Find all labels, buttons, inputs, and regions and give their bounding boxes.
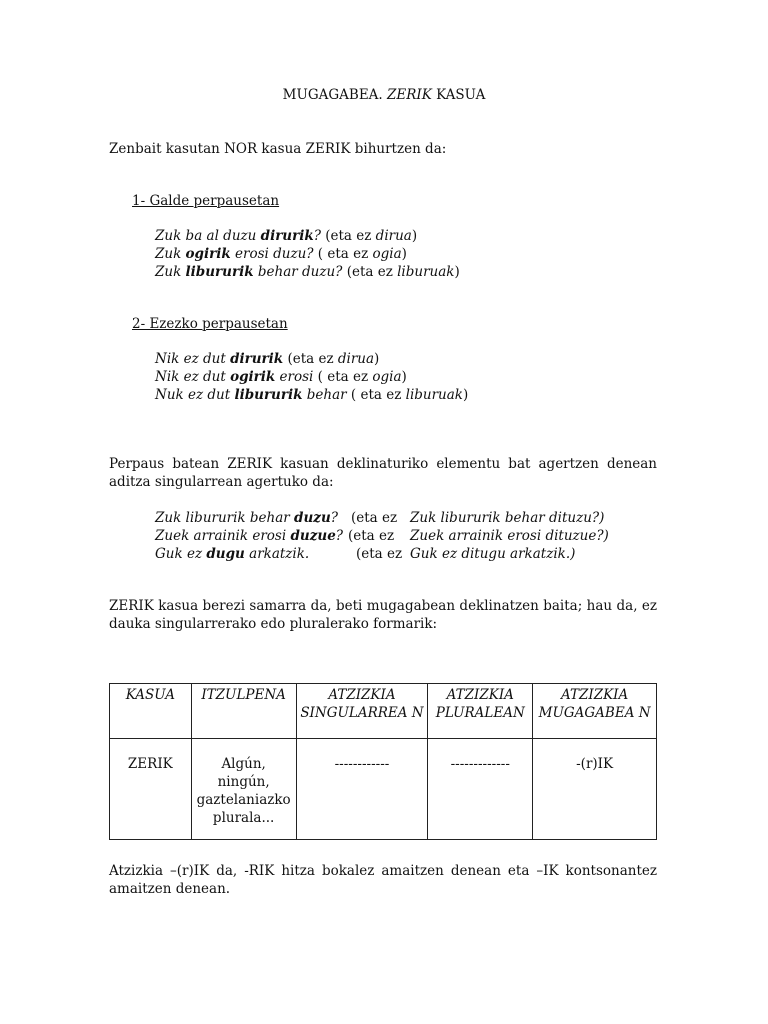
page-title: MUGAGABEA. ZERIK KASUA: [282, 87, 486, 103]
paragraph-atzizkia: Atzizkia –(r)IK da, -RIK hitza bokalez amaitzen denean eta –IK kontsonantez amaitzen denean.: [109, 863, 657, 897]
example-contrast: Zuek arrainik erosi dituzue?): [410, 528, 609, 544]
table-cell: -------------: [428, 739, 533, 840]
example-line: Guk ez dugu arkatzik.: [155, 546, 310, 562]
example-line: Zuk ba al duzu dirurik? (eta ez dirua): [155, 228, 418, 244]
section-heading-galde: 1- Galde perpausetan: [132, 193, 280, 209]
section-heading-ezezko: 2- Ezezko perpausetan: [132, 316, 288, 332]
table-row: [110, 739, 657, 840]
suffix-table: [109, 683, 657, 840]
example-contrast-label: (eta ez: [351, 510, 398, 526]
table-cell: Algún, ningún, gaztelaniazko plurala...: [191, 739, 296, 840]
table-header-cell: ATZIZKIA MUGAGABEA N: [533, 684, 657, 739]
paragraph-zerik-berezi: ZERIK kasua berezi samarra da, beti mugagabean deklinatzen baita; hau da, ez dauka singularrerako edo pluralerako formarik:: [109, 598, 657, 632]
table-header-cell: ITZULPENA: [191, 684, 296, 739]
example-line: Zuk libururik behar duzu? (eta ez liburuak): [155, 264, 460, 280]
example-line: Nuk ez dut libururik behar ( eta ez liburuak): [155, 387, 469, 403]
table-cell: ZERIK: [110, 739, 192, 840]
example-line: Zuek arrainik erosi duzue?: [155, 528, 344, 544]
intro-text: Zenbait kasutan NOR kasua ZERIK bihurtzen da:: [109, 141, 447, 157]
example-line: Zuk libururik behar duzu?: [155, 510, 339, 526]
paragraph-singular: Perpaus batean ZERIK kasuan deklinaturiko elementu bat agertzen denean aditza singularrean agertuko da:: [109, 456, 657, 490]
example-contrast: Guk ez ditugu arkatzik.): [410, 546, 576, 562]
example-contrast: Zuk libururik behar dituzu?): [410, 510, 605, 526]
example-line: Nik ez dut ogirik erosi ( eta ez ogia): [155, 369, 407, 385]
example-line: Zuk ogirik erosi duzu? ( eta ez ogia): [155, 246, 407, 262]
table-header-cell: KASUA: [110, 684, 192, 739]
example-contrast-label: (eta ez: [348, 528, 395, 544]
table-cell: ------------: [296, 739, 428, 840]
table-header-cell: ATZIZKIA SINGULARREA N: [296, 684, 428, 739]
example-line: Nik ez dut dirurik (eta ez dirua): [155, 351, 380, 367]
table-cell: -(r)IK: [533, 739, 657, 840]
table-header-row: [110, 684, 657, 739]
table-header-cell: ATZIZKIA PLURALEAN: [428, 684, 533, 739]
example-contrast-label: (eta ez: [356, 546, 403, 562]
